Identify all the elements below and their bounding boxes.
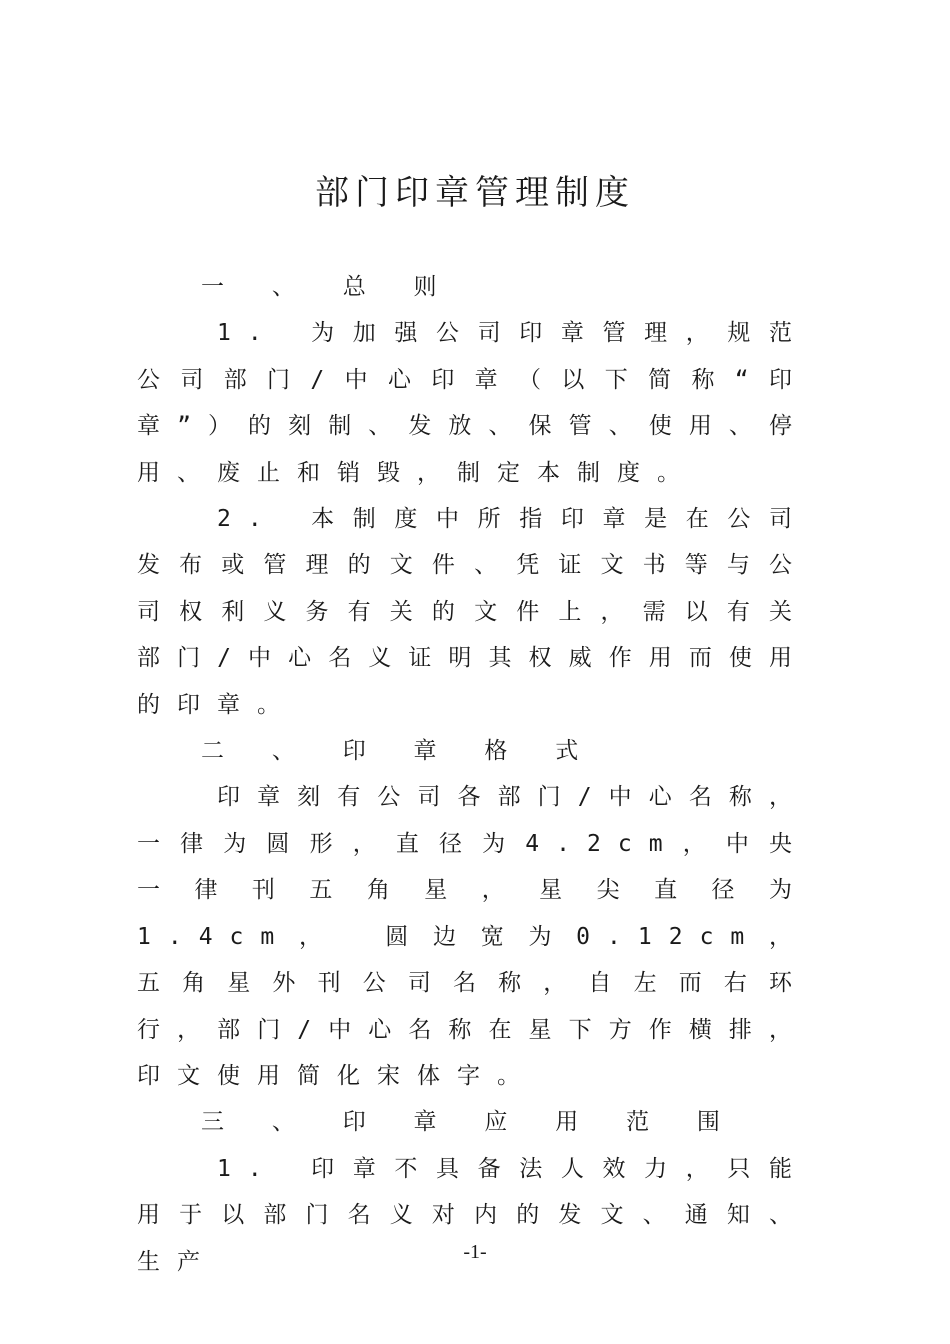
- document-body: [137, 264, 809, 1285]
- paragraph-general-1: 1. 为加强公司印章管理，规范公司部门/中心印章（以下简称“印章”）的刻制、发放、保管、使用、停用、废止和销毁，制定本制度。: [137, 320, 809, 486]
- document-title: 部门印章管理制度: [315, 173, 635, 213]
- section-heading-seal-scope: 三 、 印 章 应 用 范 围: [201, 1109, 737, 1136]
- section-heading-seal-format: 二 、 印 章 格 式: [201, 738, 596, 765]
- paragraph-general-2: 2. 本制度中所指印章是在公司发布或管理的文件、凭证文书等与公司权利义务有关的文件上，需以有关部门/中心名义证明其权威作用而使用的印章。: [137, 506, 809, 718]
- page-number: -1-: [463, 1241, 487, 1263]
- paragraph-seal-format: 印章刻有公司各部门/中心名称，一律为圆形，直径为4.2cm，中央一律刊五角星，星尖直径为1.4cm， 圆边宽为0.12cm， 五角星外刊公司名称，自左而右环行，部门/中心名称在星下方作横排，印文使用简化宋体字。: [137, 784, 809, 1089]
- section-heading-general: 一 、 总 则: [201, 274, 454, 300]
- paragraph-seal-scope-1: 1. 印章不具备法人效力，只能用于以部门名义对内的发文、通知、生产: [137, 1155, 809, 1275]
